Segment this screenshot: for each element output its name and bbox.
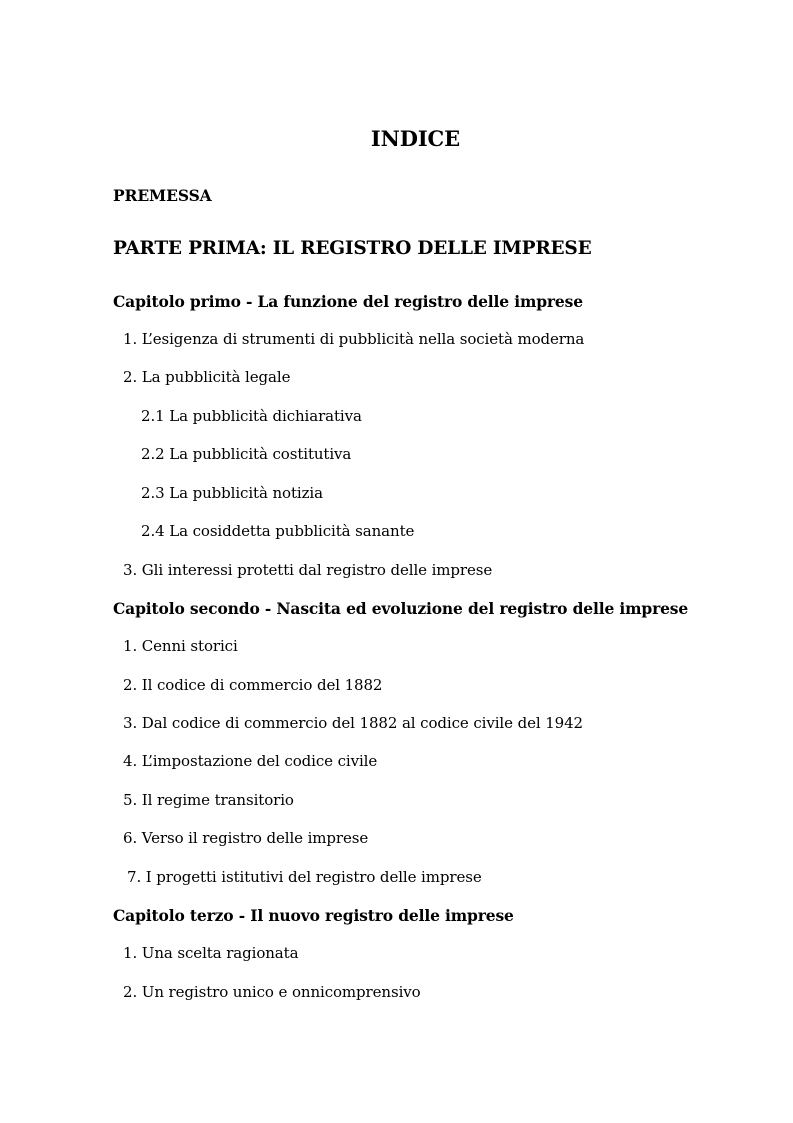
part-heading: PARTE PRIMA: IL REGISTRO DELLE IMPRESE xyxy=(113,238,592,259)
toc-entry: 2. Un registro unico e onnicomprensivo xyxy=(123,983,421,1001)
toc-entry: 3. Dal codice di commercio del 1882 al codice civile del 1942 xyxy=(123,714,583,732)
chapter-heading: Capitolo terzo - Il nuovo registro delle imprese xyxy=(113,906,514,925)
toc-entry: 7. I progetti istitutivi del registro delle imprese xyxy=(127,868,482,886)
toc-entry: 2. Il codice di commercio del 1882 xyxy=(123,676,383,694)
toc-entry: 1. L’esigenza di strumenti di pubblicità nella società moderna xyxy=(123,330,585,348)
chapter-heading: Capitolo primo - La funzione del registro delle imprese xyxy=(113,292,583,311)
toc-entry: 5. Il regime transitorio xyxy=(123,791,294,809)
toc-subentry: 2.2 La pubblicità costitutiva xyxy=(141,445,352,463)
toc-subentry: 2.3 La pubblicità notizia xyxy=(141,484,323,502)
toc-entry: 3. Gli interessi protetti dal registro delle imprese xyxy=(123,561,493,579)
toc-entry-premessa: PREMESSA xyxy=(113,186,212,205)
toc-entry: 4. L’impostazione del codice civile xyxy=(123,752,378,770)
toc-entry: 6. Verso il registro delle imprese xyxy=(123,829,369,847)
page-title: INDICE xyxy=(370,126,461,151)
toc-entry: 2. La pubblicità legale xyxy=(123,368,291,386)
toc-entry: 1. Una scelta ragionata xyxy=(123,944,299,962)
toc-subentry: 2.4 La cosiddetta pubblicità sanante xyxy=(141,522,415,540)
toc-subentry: 2.1 La pubblicità dichiarativa xyxy=(141,407,362,425)
toc-entry: 1. Cenni storici xyxy=(123,637,238,655)
chapter-heading: Capitolo secondo - Nascita ed evoluzione del registro delle imprese xyxy=(113,599,689,618)
